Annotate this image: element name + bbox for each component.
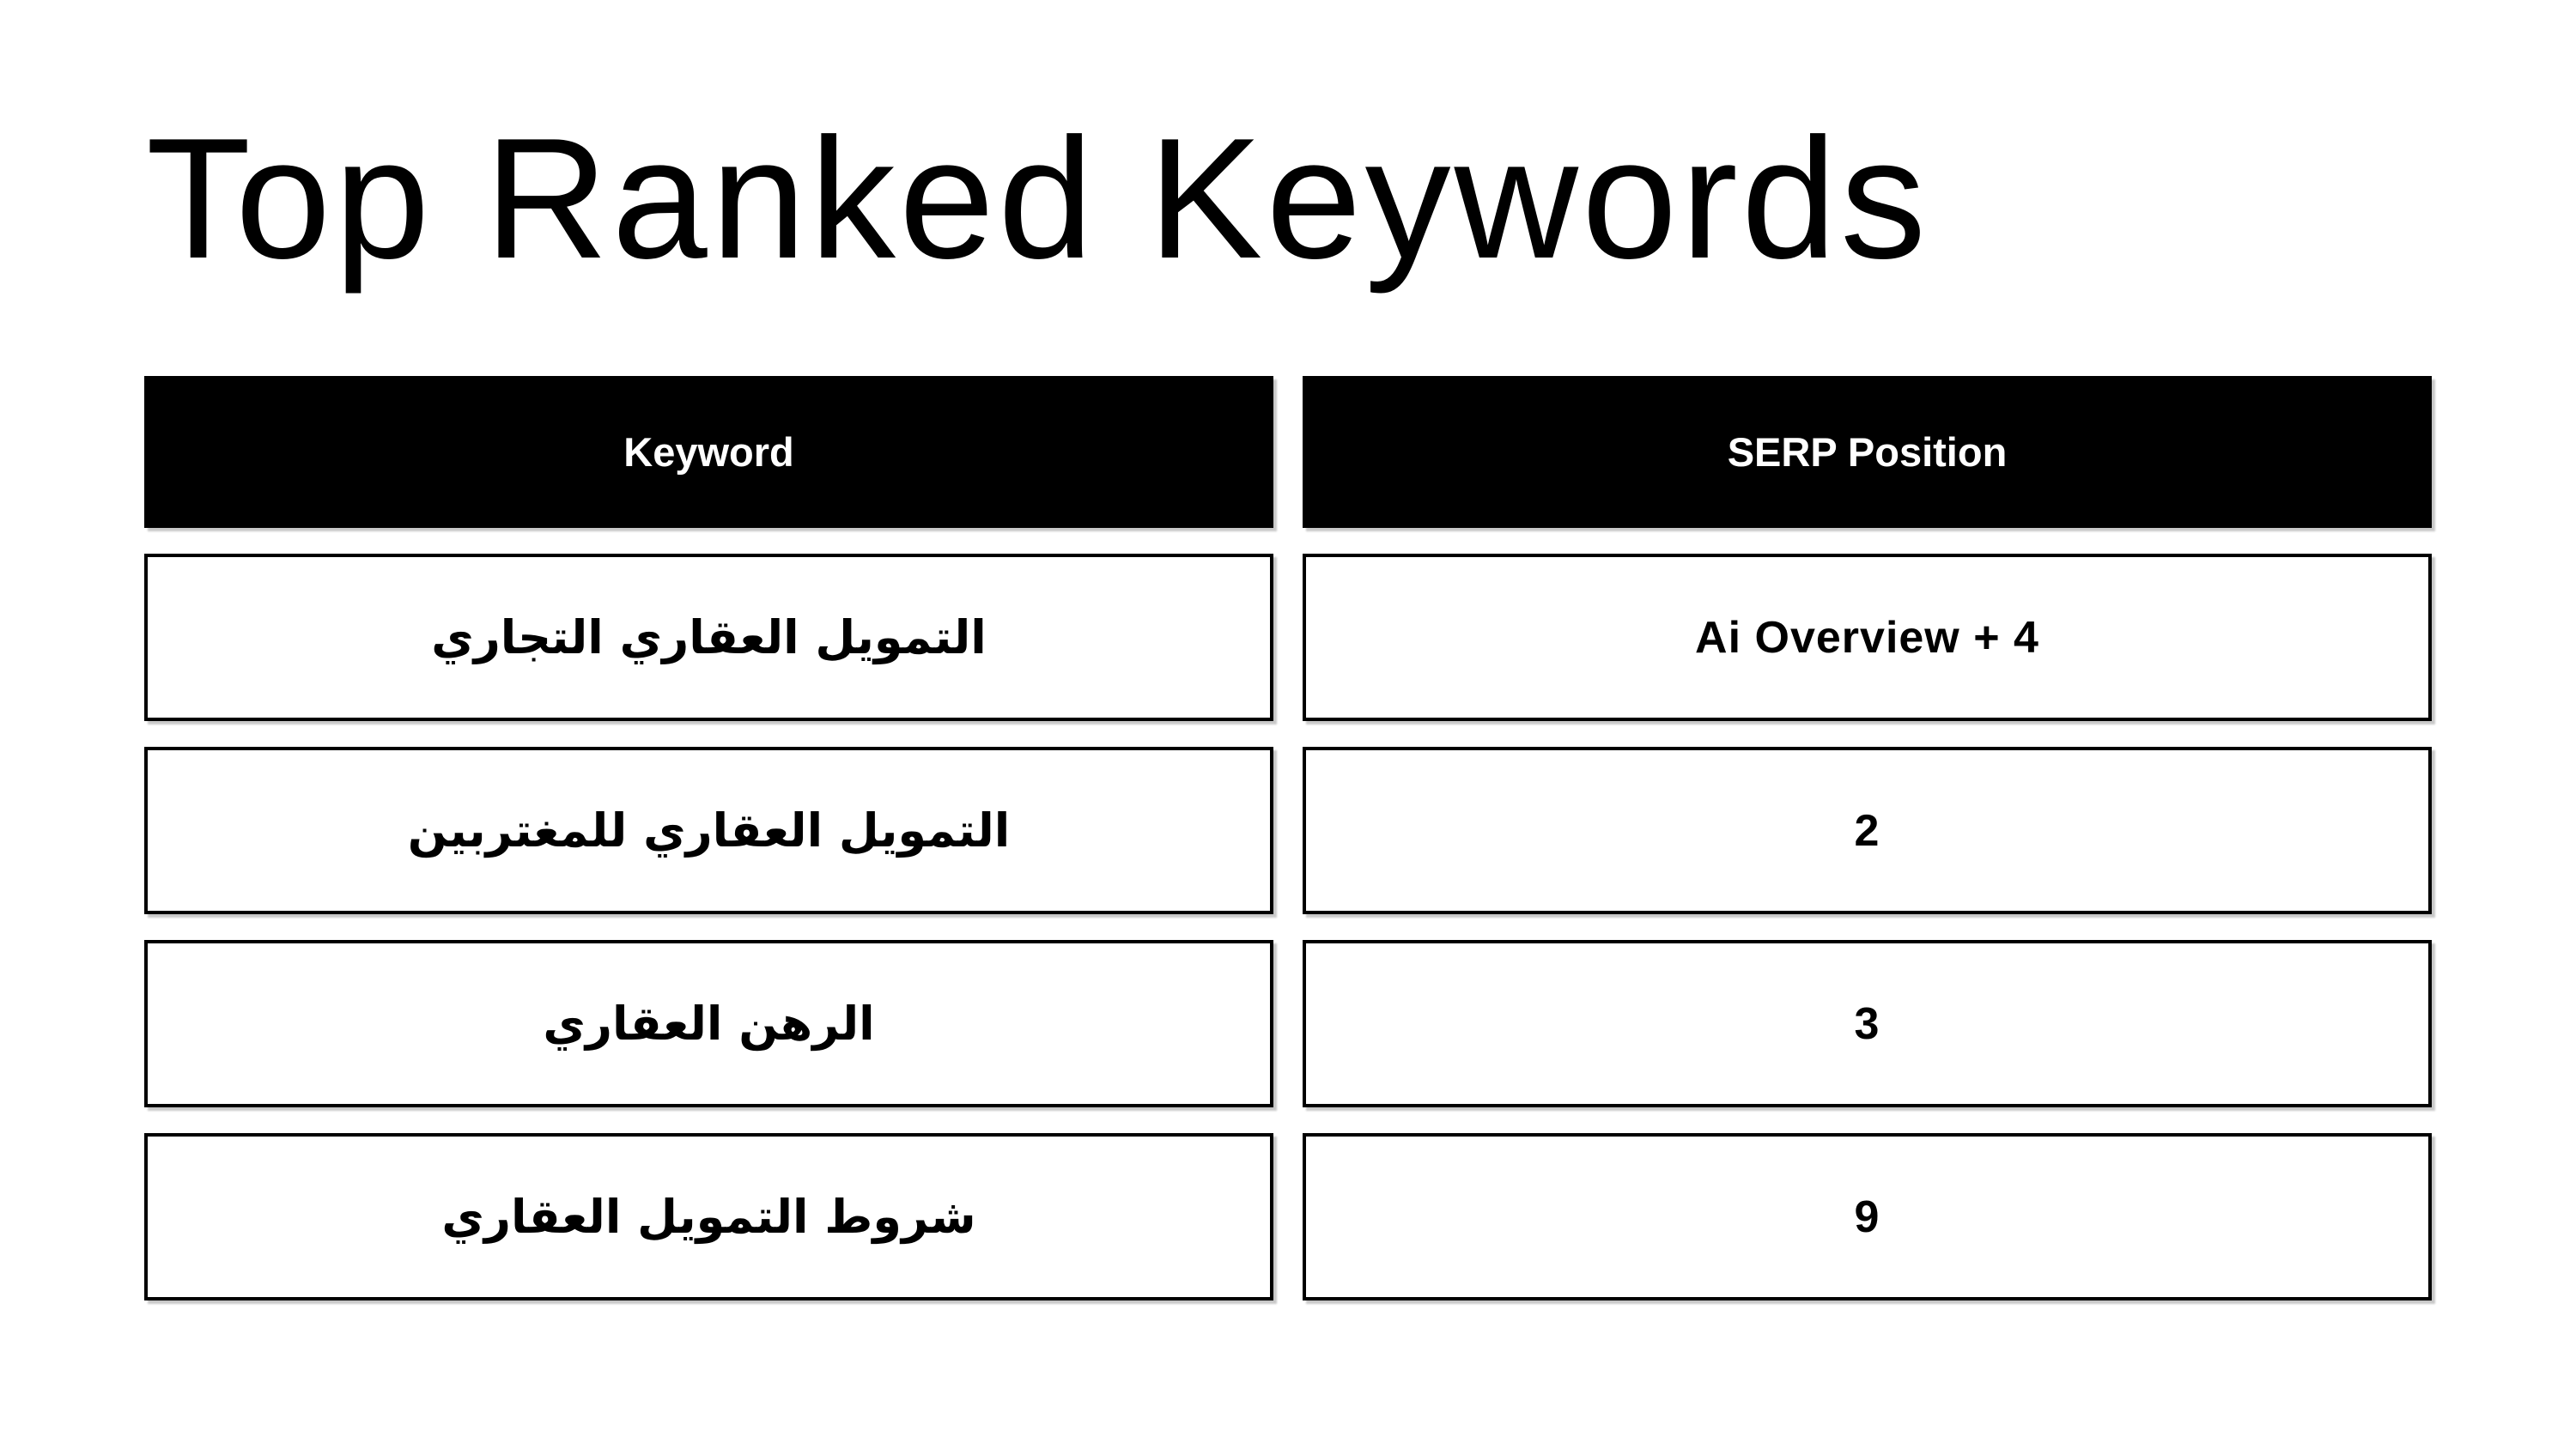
keywords-table — [144, 376, 2432, 1300]
serp-position-cell: 2 — [1303, 747, 2432, 914]
serp-position-cell: 9 — [1303, 1133, 2432, 1300]
column-header-keyword: Keyword — [144, 376, 1273, 528]
serp-position-cell: Ai Overview + 4 — [1303, 554, 2432, 721]
column-header-serp-position: SERP Position — [1303, 376, 2432, 528]
keyword-cell: التمويل العقاري للمغتربين — [144, 747, 1273, 914]
serp-position-cell: 3 — [1303, 940, 2432, 1107]
page-title: Top Ranked Keywords — [146, 103, 1930, 294]
keyword-cell: الرهن العقاري — [144, 940, 1273, 1107]
keyword-cell: شروط التمويل العقاري — [144, 1133, 1273, 1300]
keyword-cell: التمويل العقاري التجاري — [144, 554, 1273, 721]
